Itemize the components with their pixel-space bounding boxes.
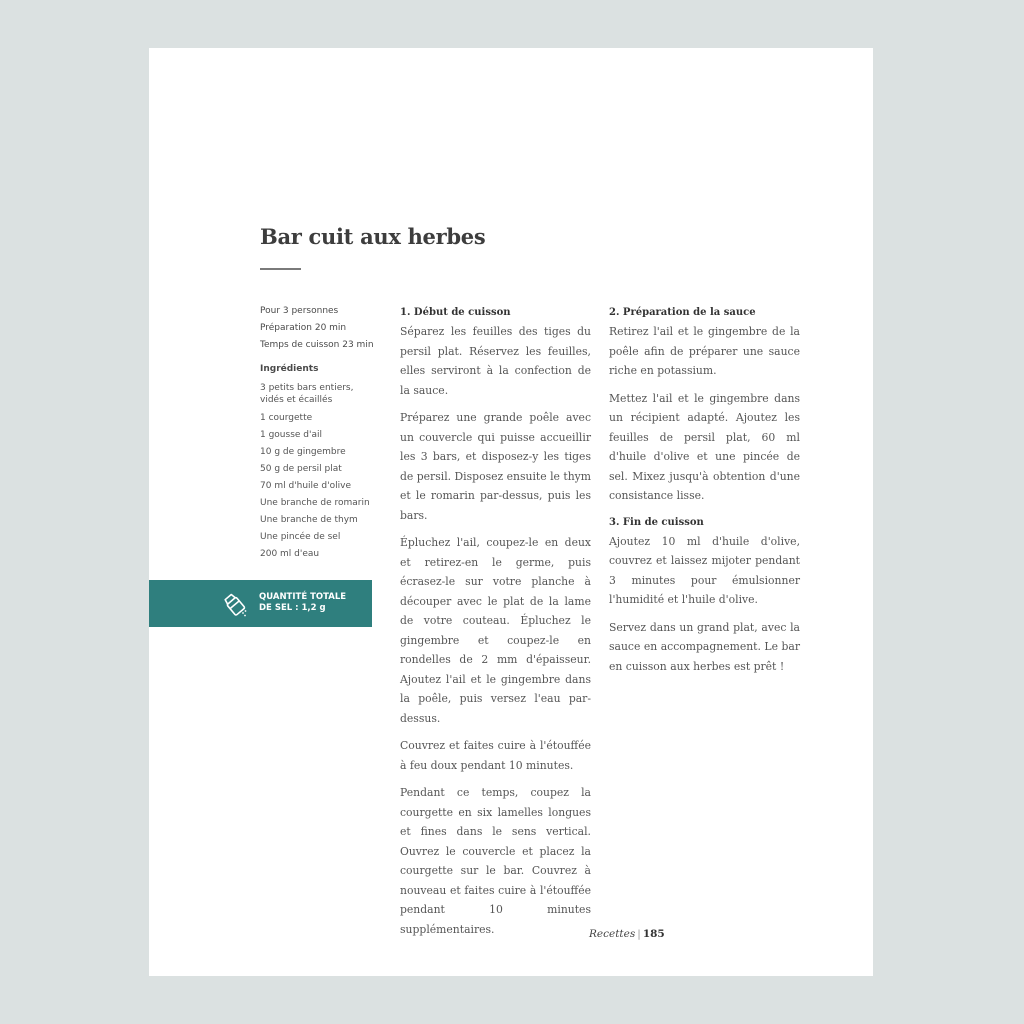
ingredients-heading: Ingrédients xyxy=(260,364,319,374)
footer-section: Recettes xyxy=(589,928,636,940)
ingredient-item: 50 g de persil plat xyxy=(260,464,342,474)
ingredient-item: 3 petits bars entiers, vidés et écaillés xyxy=(260,383,354,405)
ingredients-list xyxy=(260,382,375,563)
step-2-heading: 2. Préparation de la sauce xyxy=(609,307,756,318)
ingredient-item: 200 ml d'eau xyxy=(260,549,320,559)
step-paragraph: Servez dans un grand plat, avec la sauce en accompagnement. Le bar en cuisson aux herbes est prêt ! xyxy=(609,620,800,673)
ingredient-item: Une pincée de sel xyxy=(260,532,341,542)
recipe-title: Bar cuit aux herbes xyxy=(260,224,486,249)
salt-shaker-icon xyxy=(219,589,249,619)
step-paragraph: Ajoutez 10 ml d'huile d'olive, couvrez et laissez mijoter pendant 3 minutes pour émulsionner l'humidité et l'huile d'olive. xyxy=(609,534,800,606)
salt-quantity-banner xyxy=(149,580,372,627)
step-1-heading: 1. Début de cuisson xyxy=(400,307,511,318)
book-page xyxy=(149,48,873,976)
ingredient-item: Une branche de romarin xyxy=(260,498,370,508)
page-footer xyxy=(589,928,665,940)
salt-quantity-text xyxy=(259,592,369,614)
page-number: 185 xyxy=(642,928,665,940)
step-paragraph: Mettez l'ail et le gingembre dans un récipient adapté. Ajoutez les feuilles de persil plat, 60 ml d'huile d'olive et une pincée de sel. Mixez jusqu'à obtention d'une consistance lisse. xyxy=(609,391,800,502)
ingredient-item: 70 ml d'huile d'olive xyxy=(260,481,351,491)
steps-column-1 xyxy=(400,304,591,947)
salt-label-line2: DE SEL : 1,2 g xyxy=(259,603,326,613)
ingredient-item: 10 g de gingembre xyxy=(260,447,346,457)
salt-label-line1: QUANTITÉ TOTALE xyxy=(259,592,347,602)
step-paragraph: Épluchez l'ail, coupez-le en deux et retirez-en le germe, puis écrasez-le sur votre planche à découper avec le plat de la lame de votre couteau. Épluchez le gingembre et coupez-le en rondelles de 2 mm d'épaisseur. Ajoutez l'ail et le gingembre dans la poêle, puis versez l'eau par-dessus. xyxy=(400,536,591,725)
cook-time: Temps de cuisson 23 min xyxy=(260,340,374,350)
ingredient-item: 1 gousse d'ail xyxy=(260,430,322,440)
footer-separator: | xyxy=(637,928,641,940)
prep-time: Préparation 20 min xyxy=(260,323,347,333)
step-paragraph: Séparez les feuilles des tiges du persil plat. Réservez les feuilles, elles serviront à la confection de la sauce. xyxy=(400,325,591,397)
ingredient-item: Une branche de thym xyxy=(260,515,358,525)
steps-column-2 xyxy=(609,304,800,684)
step-paragraph: Préparez une grande poêle avec un couvercle qui puisse accueillir les 3 bars, et disposez-y les tiges de persil. Disposez ensuite le thym et le romarin par-dessus, puis les bars. xyxy=(400,411,591,522)
step-paragraph: Couvrez et faites cuire à l'étouffée à feu doux pendant 10 minutes. xyxy=(400,739,591,772)
recipe-meta xyxy=(260,303,385,354)
ingredient-item: 1 courgette xyxy=(260,413,313,423)
step-paragraph: Pendant ce temps, coupez la courgette en six lamelles longues et fines dans le sens vertical. Ouvrez le couvercle et placez la courgette sur le bar. Couvrez à nouveau et faites cuire à l'étouffée pendant 10 minutes supplémentaires. xyxy=(400,786,591,936)
step-paragraph: Retirez l'ail et le gingembre de la poêle afin de préparer une sauce riche en potassium. xyxy=(609,325,800,377)
step-3-heading: 3. Fin de cuisson xyxy=(609,516,704,528)
title-divider xyxy=(260,268,301,270)
servings: Pour 3 personnes xyxy=(260,306,339,316)
